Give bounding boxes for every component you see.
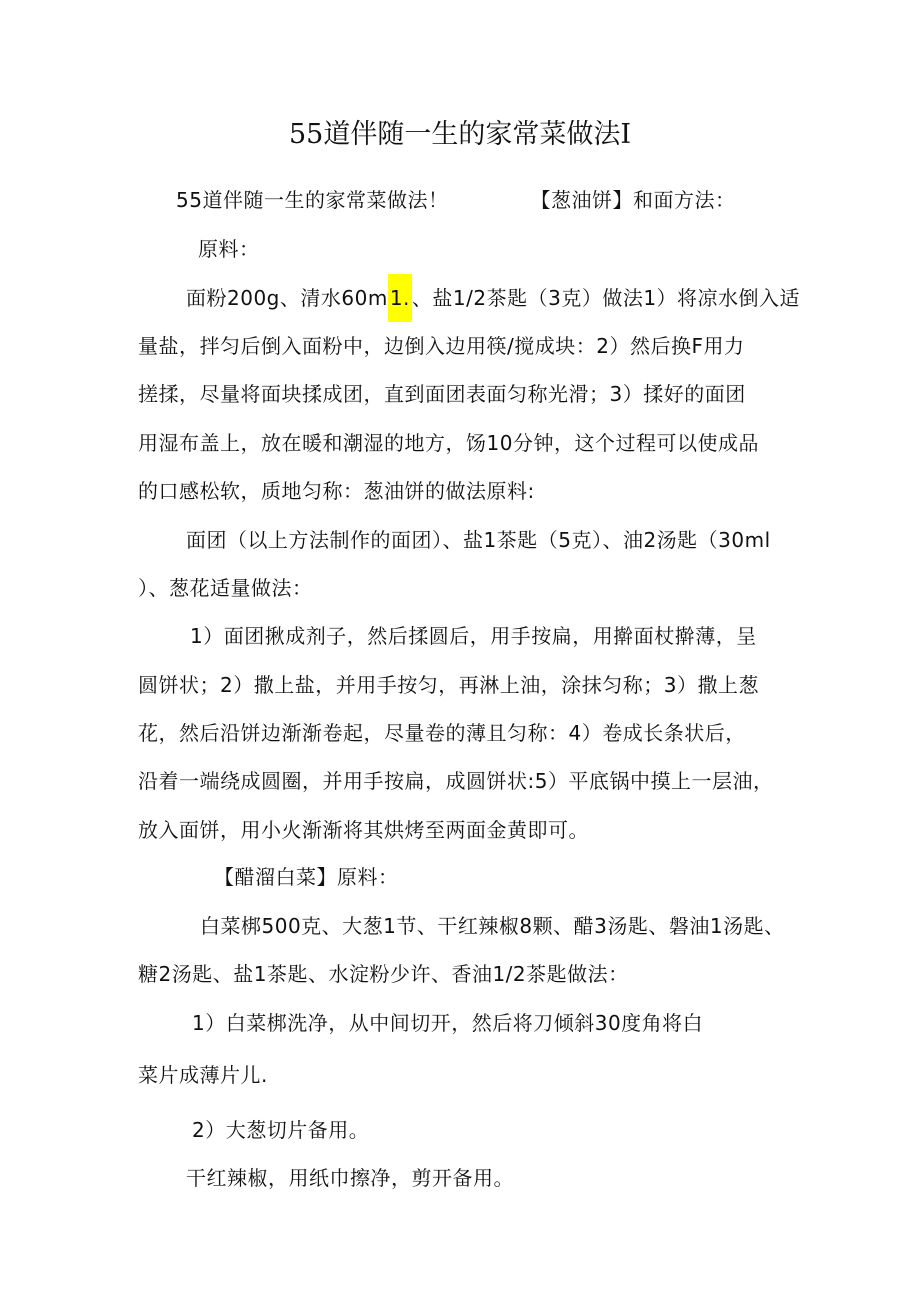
scallion-step-line-1: 1）面团揪成剂子，然后揉圆后，用手按扁，用擀面杖擀薄，呈 [190,624,757,648]
cabbage-step-line-1: 1）白菜梆洗净，从中间切开，然后将刀倾斜30度角将白 [192,1011,704,1035]
vinegar-cabbage-heading: 【醋溜白菜】原料： [214,865,399,889]
dough-line-3: 搓揉，尽量将面块揉成团，直到面团表面匀称光滑；3）揉好的面团 [138,382,746,406]
scallion-step-line-4: 沿着一端绕成圆圈，并用手按扁，成圆饼状:5）平底锅中摸上一层油， [138,769,774,793]
cabbage-step-line-3: 2）大葱切片备用。 [192,1118,370,1142]
materials-label: 原料： [198,237,260,261]
scallion-step-line-2: 圆饼状；2）撒上盐，并用手按匀，再淋上油，涂抹匀称；3）撒上葱 [138,673,759,697]
cabbage-step-line-4: 干红辣椒，用纸巾擦净，剪开备用。 [186,1166,514,1190]
dough-suffix: 、盐1/2茶匙（3克）做法1）将凉水倒入适 [411,286,801,310]
dough-prefix: 面粉200g、清水60m [186,286,388,310]
intro-line [176,184,735,213]
document-title: 55道伴随一生的家常菜做法I [288,119,632,150]
dough-line-2: 量盐，拌匀后倒入面粉中，边倒入边用筷/搅成块：2）然后换F用力 [138,334,745,358]
intro-text: 55道伴随一生的家常菜做法！ [176,188,449,212]
dough-line-1 [186,282,800,311]
scallion-pancake-heading: 【葱油饼】和面方法： [530,188,736,212]
dough-line-5: 的口感松软，质地匀称：葱油饼的做法原料: [138,479,535,503]
cabbage-step-line-2: 菜片成薄片儿. [138,1063,268,1087]
highlighted-text: 1. [388,274,412,322]
cabbage-materials-line-1: 白菜梆500克、大葱1节、干红辣椒8颗、醋3汤匙、磐油1汤匙、 [200,914,785,938]
scallion-materials-line-1: 面团（以上方法制作的面团）、盐1茶匙（5克）、油2汤匙（30ml [186,528,771,552]
scallion-materials-line-2: ）、葱花适量做法： [138,576,313,600]
scallion-step-line-5: 放入面饼，用小火渐渐将其烘烤至两面金黄即可。 [138,818,589,842]
scallion-step-line-3: 花，然后沿饼边渐渐卷起，尽量卷的薄且匀称：4）卷成长条状后， [138,721,746,745]
dough-line-4: 用湿布盖上，放在暖和潮湿的地方，饧10分钟，这个过程可以使成品 [138,431,759,455]
cabbage-materials-line-2: 糖2汤匙、盐1茶匙、水淀粉少许、香油1/2茶匙做法： [138,962,629,986]
